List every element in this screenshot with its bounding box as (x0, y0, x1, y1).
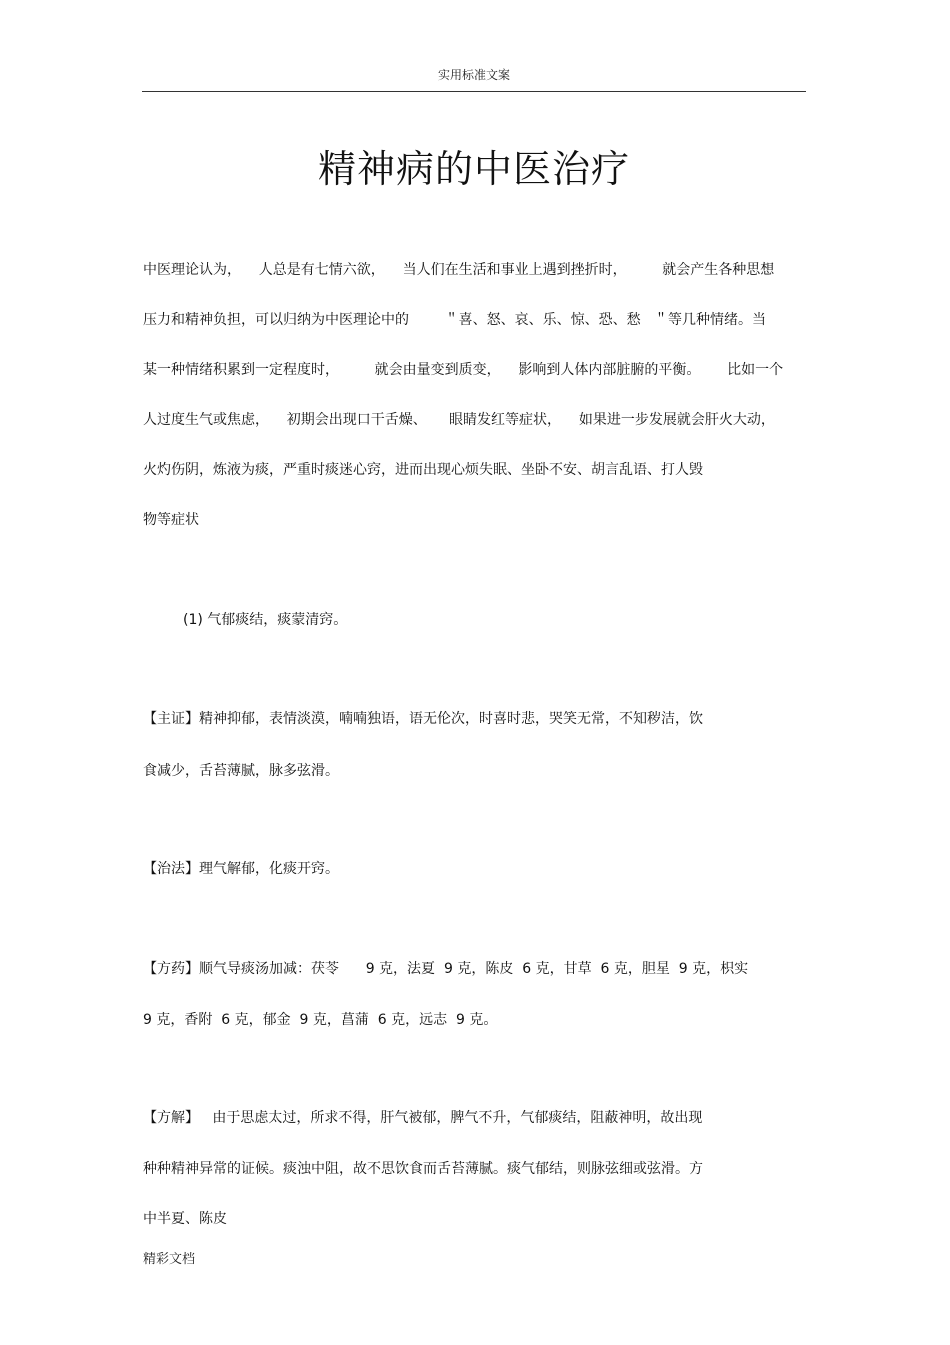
page-footer: 精彩文档 (143, 1252, 196, 1267)
zhifa-line: 【治法】理气解郁，化痰开窍。 (143, 861, 339, 877)
intro-line: 某一种情绪积累到一定程度时， 就会由量变到质变， 影响到人体内部脏腑的平衡。 比如一个 (143, 362, 784, 378)
intro-line: 物等症状 (143, 512, 199, 528)
zhuzheng-line: 【主证】精神抑郁，表情淡漠，喃喃独语，语无伦次，时喜时悲，哭笑无常，不知秽洁，饮 (143, 711, 703, 727)
intro-line: 中医理论认为， 人总是有七情六欲， 当人们在生活和事业上遇到挫折时， 就会产生各种思想 (143, 262, 775, 278)
intro-line: 人过度生气或焦虑， 初期会出现口干舌燥、 眼睛发红等症状， 如果进一步发展就会肝火大动， (143, 412, 775, 428)
fangjie-line: 【方解】 由于思虑太过，所求不得，肝气被郁，脾气不升，气郁痰结，阻蔽神明，故出现 (143, 1110, 703, 1126)
page-header: 实用标准文案 (437, 68, 510, 82)
fangjie-line: 中半夏、陈皮 (143, 1211, 227, 1227)
intro-line: 火灼伤阴，炼液为痰，严重时痰迷心窍，进而出现心烦失眠、坐卧不安、胡言乱语、打人毁 (143, 462, 703, 478)
section-heading: (1) 气郁痰结，痰蒙清窍。 (183, 612, 348, 628)
zhuzheng-line: 食减少，舌苔薄腻，脉多弦滑。 (143, 763, 339, 779)
document-title: 精神病的中医治疗 (317, 147, 630, 191)
intro-line: 压力和精神负担，可以归纳为中医理论中的 ＂喜、怒、哀、乐、惊、恐、愁 ＂等几种情绪。当 (143, 312, 766, 328)
fangyao-line: 【方药】顺气导痰汤加减：茯苓 9 克，法夏 9 克，陈皮 6 克，甘草 6 克，胆星 9 克，枳实 (143, 961, 749, 977)
fangjie-line: 种种精神异常的证候。痰浊中阻，故不思饮食而舌苔薄腻。痰气郁结，则脉弦细或弦滑。方 (143, 1161, 703, 1177)
header-divider (142, 91, 806, 92)
fangyao-line: 9 克，香附 6 克，郁金 9 克，菖蒲 6 克，远志 9 克。 (143, 1012, 498, 1028)
